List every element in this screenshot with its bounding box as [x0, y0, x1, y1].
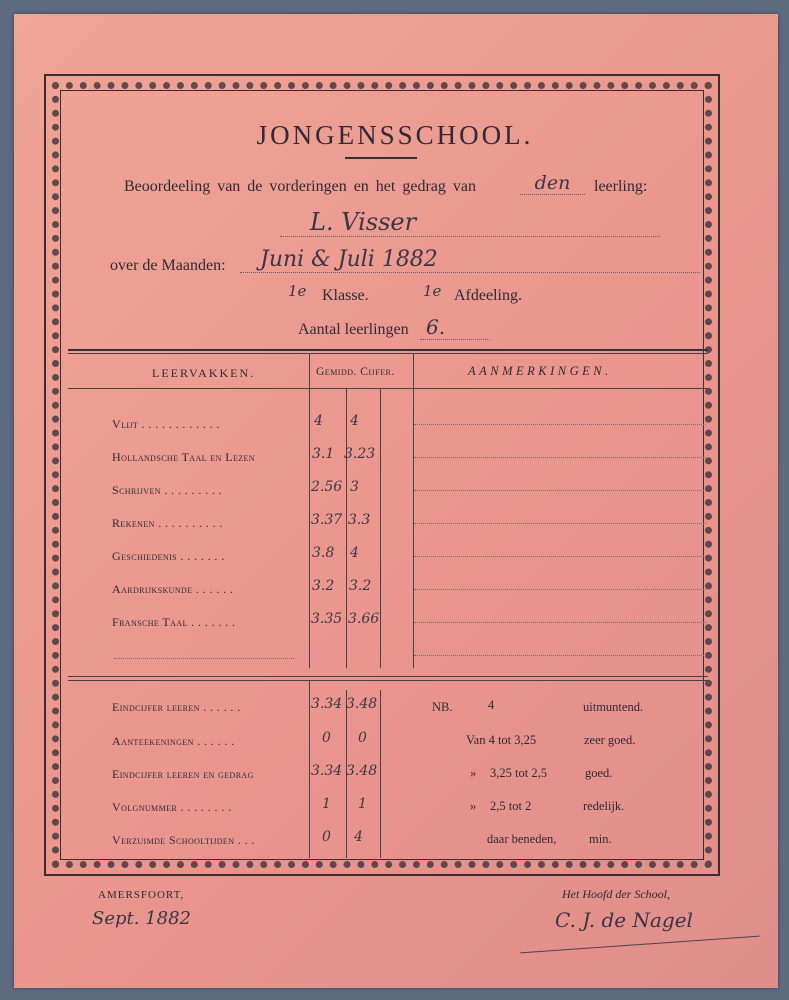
page-title: JONGENSSCHOOL.	[256, 120, 534, 150]
remark-line	[414, 490, 706, 491]
col-sep-1	[309, 354, 310, 668]
total-avg: 0	[322, 730, 331, 746]
grade-avg: 3.35	[311, 611, 343, 627]
grade-value: 3.2	[349, 578, 372, 594]
grade-value: 4	[350, 545, 359, 561]
total-avg: 3.34	[311, 696, 343, 712]
total-aanteekeningen: Aanteekeningen . . . . . .	[112, 734, 235, 748]
scale-prefix: »	[470, 799, 477, 813]
scale-range: 3,25 tot 2,5	[490, 766, 547, 780]
remark-line	[414, 589, 706, 590]
scale-meaning: zeer goed.	[584, 733, 636, 747]
total-value: 4	[354, 829, 363, 845]
afdeeling-value: 1e	[423, 282, 442, 300]
months-label: over de Maanden:	[110, 257, 226, 274]
student-name: L. Visser	[280, 208, 660, 237]
klasse-label: Klasse.	[322, 287, 369, 304]
scale-meaning: goed.	[585, 766, 613, 780]
remark-line	[414, 655, 706, 656]
table-header-rule	[68, 388, 708, 389]
scale-meaning: min.	[589, 832, 612, 846]
table-top-rule	[68, 349, 708, 351]
col-sep-2	[413, 354, 414, 668]
place: AMERSFOORT,	[98, 889, 185, 901]
total-avg: 1	[322, 796, 331, 812]
col-sep-grade	[346, 388, 347, 668]
intro-suffix: leerling:	[594, 178, 648, 195]
total-value: 1	[358, 796, 367, 812]
pupils-value: 6.	[420, 315, 490, 340]
grade-avg: 3.1	[312, 446, 335, 462]
scale-range: Van 4 tot 3,25	[466, 733, 537, 747]
totals-top-rule-2	[68, 680, 708, 681]
remark-line	[414, 556, 706, 557]
klasse-value: 1e	[288, 282, 307, 300]
subject-aardrijkskunde: Aardrijkskunde . . . . . .	[112, 582, 234, 596]
grade-value: 3	[350, 479, 359, 495]
subject-hollandsche-taal: Hollandsche Taal en Lezen	[112, 450, 255, 464]
totals-top-rule	[68, 676, 708, 677]
total-eindcijfer-leeren: Eindcijfer leeren . . . . . .	[112, 700, 241, 714]
signature: C. J. de Nagel	[555, 908, 693, 932]
date: Sept. 1882	[92, 908, 191, 929]
subject-geschiedenis: Geschiedenis . . . . . . .	[112, 549, 225, 563]
title-rule	[345, 157, 417, 159]
remark-line	[414, 523, 706, 524]
total-value: 3.48	[346, 763, 378, 779]
scale-range: 2,5 tot 2	[490, 799, 532, 813]
col-sep-grade-2-bottom	[380, 690, 381, 858]
remark-line	[414, 424, 706, 425]
grade-avg: 3.37	[311, 512, 343, 528]
afdeeling-label: Afdeeling.	[454, 287, 522, 304]
total-volgnummer: Volgnummer . . . . . . . .	[112, 800, 232, 814]
subject-schrijven: Schrijven . . . . . . . . .	[112, 483, 223, 497]
remark-line	[414, 622, 706, 623]
scale-meaning: redelijk.	[583, 799, 625, 813]
scale-range: 4	[488, 698, 495, 712]
grade-avg: 3.8	[312, 545, 335, 561]
scale-prefix: »	[470, 766, 477, 780]
table-top-rule-thin	[68, 353, 708, 354]
intro-label: Beoordeeling van de vorderingen en het gedrag van	[124, 178, 476, 195]
col-subjects-header: LEERVAKKEN.	[152, 366, 256, 380]
scale-prefix: NB.	[432, 700, 453, 714]
subject-vlijt: Vlijt . . . . . . . . . . . .	[112, 417, 220, 431]
subject-rekenen: Rekenen . . . . . . . . . .	[112, 516, 223, 530]
subject-fransche-taal: Fransche Taal . . . . . . .	[112, 615, 236, 629]
remark-line	[414, 457, 706, 458]
total-avg: 0	[322, 829, 331, 845]
col-sep-1-bottom	[309, 680, 310, 858]
total-verzuimde: Verzuimde Schooltijden . . .	[112, 833, 255, 847]
scale-meaning: uitmuntend.	[583, 700, 644, 714]
scale-range: daar beneden,	[487, 832, 557, 846]
grade-avg: 2.56	[311, 479, 343, 495]
total-eindcijfer-gedrag: Eindcijfer leeren en gedrag	[112, 767, 254, 781]
grade-value: 3.66	[348, 611, 380, 627]
pupils-label: Aantal leerlingen	[298, 321, 409, 338]
grade-value: 3.3	[348, 512, 371, 528]
grade-value: 4	[350, 413, 359, 429]
col-sep-grade-2	[380, 388, 381, 668]
total-value: 3.48	[346, 696, 378, 712]
empty-subject-line	[114, 658, 294, 659]
grade-value: 3.23	[344, 446, 376, 462]
total-avg: 3.34	[311, 763, 343, 779]
grade-avg: 3.2	[312, 578, 335, 594]
col-grades-header: Gemidd. Cijfer.	[316, 366, 395, 378]
grade-avg: 4	[314, 413, 323, 429]
intro-article: den	[520, 172, 585, 195]
months-value: Juni & Juli 1882	[240, 247, 700, 273]
col-remarks-header: AANMERKINGEN.	[468, 364, 612, 378]
total-value: 0	[358, 730, 367, 746]
head-label: Het Hoofd der School,	[562, 887, 670, 901]
